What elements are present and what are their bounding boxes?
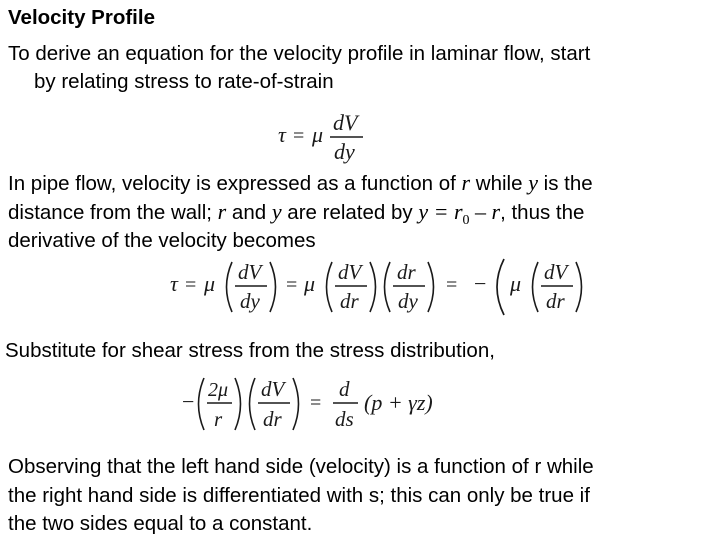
fraction-numerator: dV <box>338 260 362 284</box>
right-paren <box>370 262 376 312</box>
fraction-numerator: dV <box>544 260 568 284</box>
equals-sign: = <box>310 392 322 414</box>
fraction-denominator: dy <box>334 139 355 164</box>
mu-symbol: μ <box>204 271 216 296</box>
intro-line-1: To derive an equation for the velocity profile in laminar flow, start <box>8 42 591 65</box>
fraction-numerator: dr <box>397 260 416 284</box>
mu-symbol: μ <box>510 271 522 296</box>
equals-sign: = <box>185 274 197 296</box>
minus-sign: − <box>474 271 487 296</box>
tau-symbol: τ <box>278 122 286 147</box>
pipe-text: and <box>226 201 272 224</box>
fraction-denominator: dy <box>240 289 260 313</box>
pipe-text: , thus the <box>500 201 585 224</box>
left-paren <box>327 262 333 312</box>
pipe-text: are related by <box>281 201 419 224</box>
equals-sign: = <box>286 274 298 296</box>
fraction-denominator: r <box>214 407 223 431</box>
fraction-numerator: 2μ <box>208 379 229 401</box>
left-paren <box>385 262 391 312</box>
right-paren <box>576 262 582 312</box>
velocity-derivative-equation <box>168 256 588 318</box>
mu-symbol: μ <box>304 271 316 296</box>
fraction-numerator: dV <box>238 260 262 284</box>
pipe-text: distance from the wall; <box>8 201 218 224</box>
right-paren <box>428 262 434 312</box>
observe-line-2: the right hand side is differentiated with s; this can only be true if <box>8 484 590 507</box>
fraction-denominator: dr <box>340 289 359 313</box>
left-paren <box>199 378 205 430</box>
observe-line-1: Observing that the left hand side (velocity) is a function of r while <box>8 455 594 478</box>
pipe-flow-line-2 <box>8 199 584 229</box>
mu-symbol: μ <box>312 122 324 147</box>
right-paren <box>293 378 299 430</box>
tau-symbol: τ <box>170 271 178 296</box>
var-r: r <box>461 170 471 195</box>
fraction-denominator: dr <box>546 289 565 313</box>
left-paren <box>497 259 504 315</box>
fraction-denominator: ds <box>335 407 354 431</box>
left-paren <box>533 262 539 312</box>
minus-sign: − <box>182 389 195 414</box>
stress-distribution-equation <box>180 372 480 436</box>
pipe-flow-line-1 <box>8 170 593 197</box>
right-paren <box>235 378 241 430</box>
pipe-text: is the <box>537 172 593 195</box>
var-r: r <box>217 199 227 224</box>
slide-title: Velocity Profile <box>8 6 155 29</box>
pressure-elevation-term: (p + γz) <box>364 390 433 415</box>
equals-sign: = <box>293 125 305 147</box>
relation-expression-end: – r <box>469 199 501 224</box>
observe-line-3: the two sides equal to a constant. <box>8 512 313 535</box>
pipe-flow-line-3: derivative of the velocity becomes <box>8 229 316 252</box>
fraction-numerator: dV <box>333 110 358 135</box>
var-y: y <box>528 170 538 195</box>
fraction-numerator: dV <box>261 377 285 401</box>
left-paren <box>227 262 233 312</box>
fraction-denominator: dr <box>263 407 282 431</box>
shear-stress-equation <box>276 108 386 166</box>
pipe-text: while <box>470 172 529 195</box>
intro-line-2: by relating stress to rate-of-strain <box>34 70 334 93</box>
right-paren <box>270 262 276 312</box>
left-paren <box>250 378 256 430</box>
substitute-line: Substitute for shear stress from the stress distribution, <box>5 339 495 362</box>
pipe-text: In pipe flow, velocity is expressed as a function of <box>8 172 462 195</box>
relation-expression: y = r <box>418 199 463 224</box>
relation-subscript: 0 <box>462 213 470 228</box>
var-y: y <box>271 199 282 224</box>
fraction-numerator: d <box>339 377 350 401</box>
equals-sign: = <box>446 274 458 296</box>
fraction-denominator: dy <box>398 289 418 313</box>
